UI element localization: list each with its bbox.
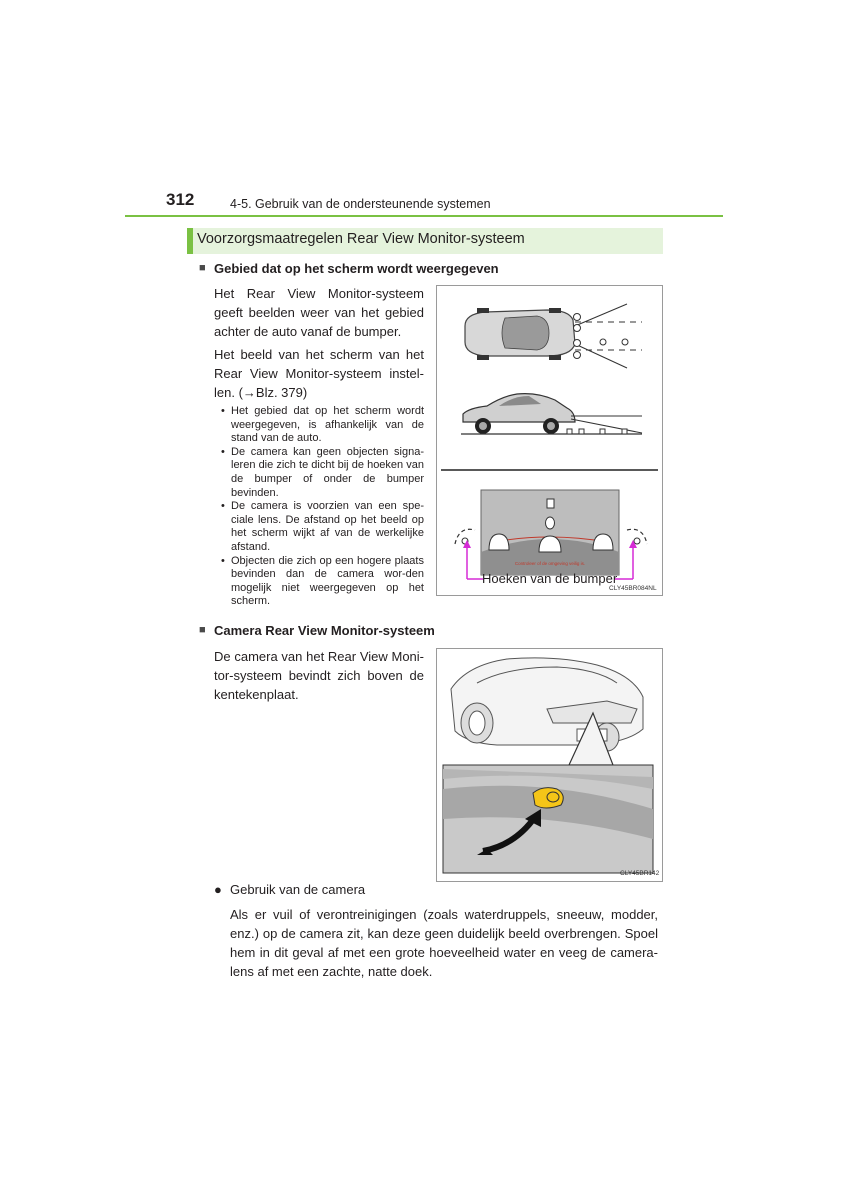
- car-rear-view: [451, 658, 643, 751]
- car-side-view: [463, 394, 575, 434]
- figure-code: CLY45BR142: [620, 870, 660, 877]
- display-area-diagram: [437, 286, 662, 595]
- list-item: • Het gebied dat op het scherm wordt weergegeven, is afhankelijk van de stand van de auto.: [221, 405, 424, 445]
- square-bullet-icon: ■: [199, 262, 206, 274]
- page-number: 312: [166, 190, 195, 209]
- figure-code: CLY45BR084NL: [609, 585, 657, 592]
- bumper-corners-label: Hoeken van de bumper: [482, 571, 618, 586]
- area-para-1: Het Rear View Monitor-systeem geeft beelden weer van het gebied achter de auto vanaf de bumper.: [214, 286, 424, 339]
- chapter-title: 4-5. Gebruik van de ondersteunende systemen: [230, 197, 491, 211]
- area-bullet-list: [218, 405, 424, 609]
- section-title: Voorzorgsmaatregelen Rear View Monitor-systeem: [197, 231, 525, 247]
- usage-para: Als er vuil of verontreinigingen (zoals waterdruppels, sneeuw, modder, enz.) op de camera zit, kan deze geen duidelijk beeld overbrengen. Spoel hem in dit geval af met een grote hoeveelheid water en veeg de camera-lens af met een zachte, natte doek.: [230, 907, 658, 979]
- camera-location-figure: [436, 648, 663, 882]
- header-rule: [125, 215, 723, 217]
- car-top-view: [465, 308, 575, 360]
- list-item: • De camera is voorzien van een spe-ciale lens. De afstand op het beeld op het scherm wijkt af van de werkelijke afstand.: [221, 500, 424, 553]
- round-bullet-icon: ●: [214, 882, 222, 897]
- list-item: • Objecten die zich op een hogere plaats bevinden dan de camera wor-den mogelijk niet weergegeven op het scherm.: [221, 554, 424, 608]
- area-heading: Gebied dat op het scherm wordt weergegeven: [214, 261, 499, 276]
- camera-location-diagram: [437, 649, 662, 881]
- screen-warning-text: Controleer of de omgeving veilig is.: [514, 561, 586, 566]
- square-bullet-icon: ■: [199, 624, 206, 636]
- list-item: • De camera kan geen objecten signa-leren die zich te dicht bij de hoeken van de bumper of onder de bumper bevinden.: [221, 445, 424, 499]
- usage-heading: Gebruik van de camera: [230, 882, 366, 897]
- camera-para: De camera van het Rear View Moni-tor-systeem bevindt zich boven de kentekenplaat.: [214, 649, 424, 702]
- area-para-2: Het beeld van het scherm van het Rear View Monitor-systeem instel-len. (→Blz. 379): [214, 347, 424, 400]
- camera-heading: Camera Rear View Monitor-systeem: [214, 623, 435, 638]
- display-area-figure: [436, 285, 663, 596]
